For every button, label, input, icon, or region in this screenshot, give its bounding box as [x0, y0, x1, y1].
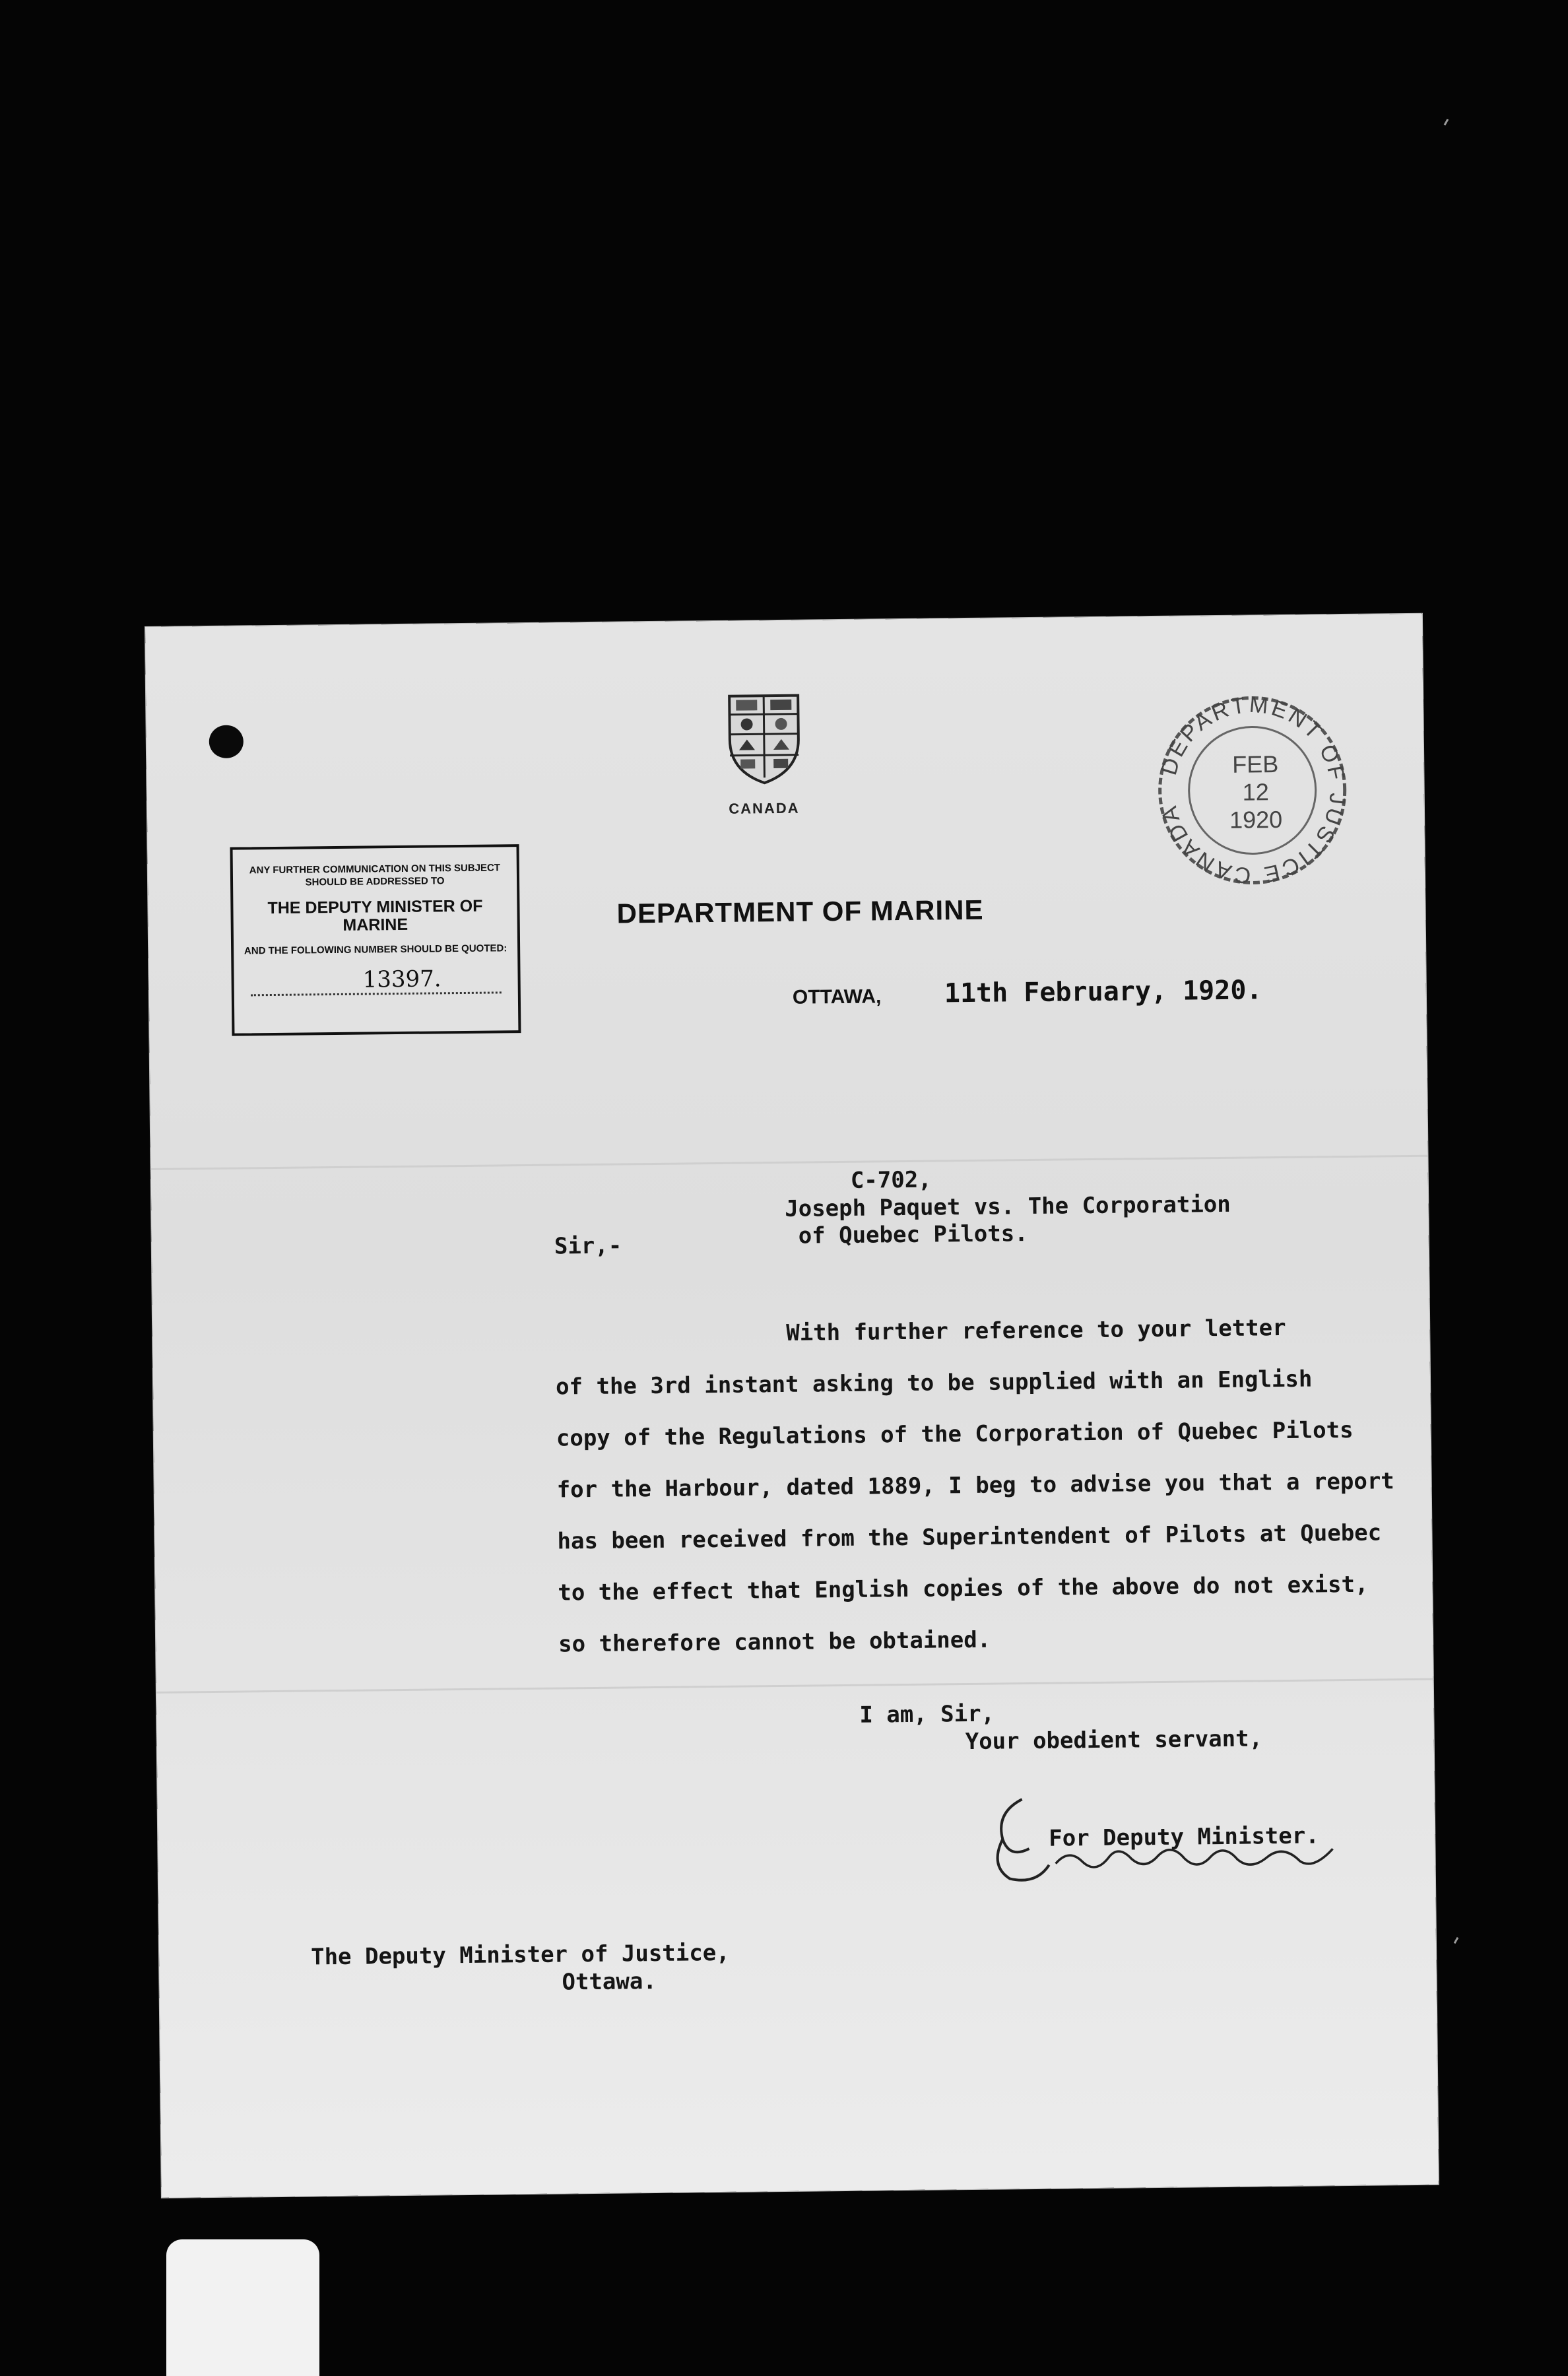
body-line: to the effect that English copies of the above do not exist, — [558, 1571, 1369, 1606]
fold-line — [156, 1678, 1433, 1694]
stamp-day: 12 — [1242, 778, 1269, 806]
addressee-line-1: The Deputy Minister of Justice, — [310, 1939, 730, 1971]
closing-line-1: I am, Sir, — [859, 1700, 995, 1729]
notice-instruction: ANY FURTHER COMMUNICATION ON THIS SUBJECT SHOULD BE ADDRESSED TO — [249, 862, 501, 888]
film-speck — [1454, 1937, 1459, 1944]
fold-line — [151, 1155, 1428, 1170]
file-number: 13397. — [362, 966, 441, 993]
notice-quote-instruction: AND THE FOLLOWING NUMBER SHOULD BE QUOTED: — [244, 942, 507, 957]
addressee-line-2: Ottawa. — [562, 1967, 657, 1996]
department-title: DEPARTMENT OF MARINE — [616, 894, 984, 929]
case-number: C-702, — [850, 1166, 932, 1194]
coat-of-arms-icon — [727, 693, 801, 786]
stamp-year: 1920 — [1229, 805, 1283, 834]
body-line: has been received from the Superintendent of Pilots at Quebec — [557, 1519, 1382, 1555]
body-line: for the Harbour, dated 1889, I beg to advise you that a report — [556, 1468, 1394, 1503]
letter-date: 11th February, 1920. — [944, 975, 1262, 1009]
punch-hole — [209, 725, 244, 758]
stamp-month: FEB — [1232, 750, 1279, 778]
body-line: so therefore cannot be obtained. — [558, 1626, 991, 1658]
salutation: Sir,- — [554, 1232, 622, 1260]
file-number-line — [250, 966, 501, 996]
body-line: copy of the Regulations of the Corporation of Quebec Pilots — [556, 1416, 1354, 1452]
film-speck — [1444, 119, 1449, 125]
letterhead-country: CANADA — [729, 799, 800, 817]
reference-line-1: Joseph Paquet vs. The Corporation — [785, 1191, 1231, 1222]
reference-line-2: of Quebec Pilots. — [798, 1220, 1028, 1249]
notice-addressee: THE DEPUTY MINISTER OF MARINE — [267, 896, 483, 935]
file-tab — [166, 2239, 319, 2376]
closing-line-2: Your obedient servant, — [965, 1725, 1263, 1756]
body-line: With further reference to your letter — [786, 1314, 1286, 1346]
reference-notice-box — [230, 844, 521, 1036]
stamp-ring-text: DEPARTMENT OF JUSTICE CANADA — [1156, 692, 1350, 889]
body-line: of the 3rd instant asking to be supplied with an English — [555, 1366, 1313, 1401]
signed-for: For Deputy Minister. — [1049, 1822, 1319, 1852]
letter-sheet — [145, 614, 1439, 2198]
letterhead-place: OTTAWA, — [792, 985, 882, 1008]
received-date-stamp — [1149, 687, 1356, 894]
